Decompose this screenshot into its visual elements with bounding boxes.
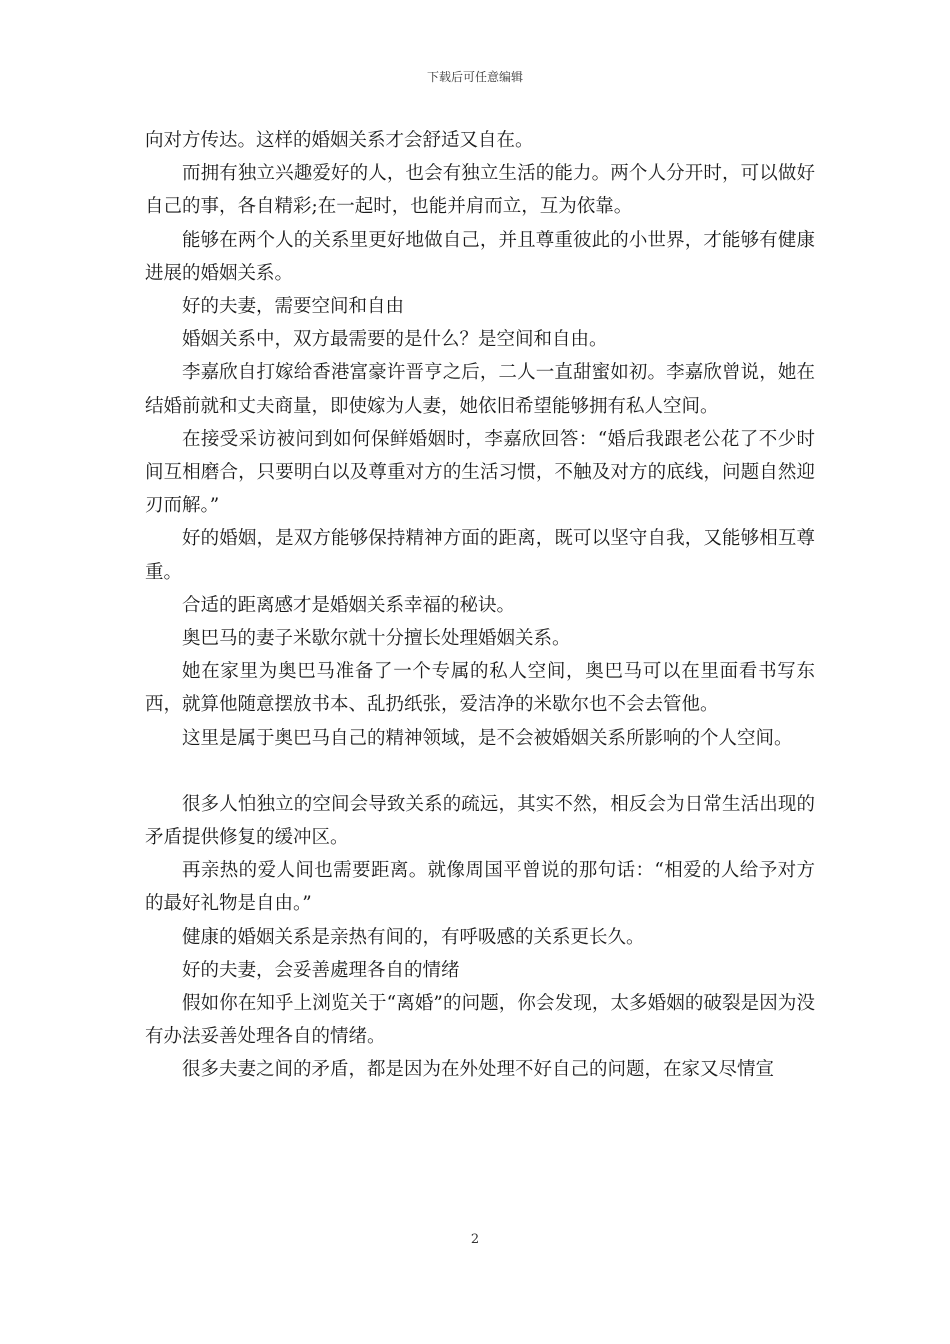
- paragraph: 这里是属于奥巴马自己的精神领域，是不会被婚姻关系所影响的个人空间。: [182, 727, 793, 749]
- paragraph: 她在家里为奥巴马准备了一个专属的私人空间，奥巴马可以在里面看书写东西，就算他随意摆放书本、乱扔纸张，爱洁净的米歇尔也不会去管他。: [145, 661, 815, 716]
- page-number: 2: [470, 1232, 480, 1247]
- paragraph: 好的婚姻，是双方能够保持精神方面的距离，既可以坚守自我，又能够相互尊重。: [145, 528, 815, 583]
- section-heading: 好的夫妻，会妥善處理各自的情绪: [182, 959, 460, 981]
- paragraph: 健康的婚姻关系是亲热有间的，有呼吸感的关系更长久。: [182, 926, 645, 948]
- paragraph: 婚姻关系中，双方最需要的是什么？是空间和自由。: [182, 329, 608, 351]
- paragraph: 再亲热的爱人间也需要距离。就像周国平曾说的那句话：“相爱的人给予对方的最好礼物是自由。”: [145, 860, 815, 915]
- paragraph: 向对方传达。这样的婚姻关系才会舒适又自在。: [145, 130, 534, 151]
- paragraph: 能够在两个人的关系里更好地做自己，并且尊重彼此的小世界，才能够有健康进展的婚姻关系。: [145, 229, 815, 284]
- paragraph: 很多人怕独立的空间会导致关系的疏远，其实不然，相反会为日常生活出现的矛盾提供修复的缓冲区。: [145, 793, 815, 849]
- paragraph: 合适的距离感才是婚姻关系幸福的秘诀。: [182, 594, 516, 616]
- section-heading: 好的夫妻，需要空间和自由: [182, 296, 405, 318]
- paragraph: 在接受采访被问到如何保鲜婚姻时，李嘉欣回答：“婚后我跟老公花了不少时间互相磨合，只要明白以及尊重对方的生活习惯，不触及对方的底线，问题自然迎刃而解。”: [145, 428, 815, 517]
- paragraph: 很多夫妻之间的矛盾，都是因为在外处理不好自己的问题，在家又尽情宣: [182, 1059, 775, 1081]
- paragraph: 假如你在知乎上浏览关于“离婚”的问题，你会发现，太多婚姻的破裂是因为没有办法妥善处理各自的情绪。: [145, 993, 815, 1048]
- document-body: [145, 124, 815, 1087]
- page-header-note: 下载后可任意编辑: [426, 70, 523, 84]
- paragraph: 而拥有独立兴趣爱好的人，也会有独立生活的能力。两个人分开时，可以做好自己的事，各自精彩;在一起时，也能并肩而立，互为依靠。: [145, 163, 815, 218]
- blank-line: [145, 755, 815, 788]
- paragraph: 奥巴马的妻子米歇尔就十分擅长处理婚姻关系。: [182, 628, 571, 650]
- paragraph: 李嘉欣自打嫁给香港富豪许晋亨之后，二人一直甜蜜如初。李嘉欣曾说，她在结婚前就和丈夫商量，即使嫁为人妻，她依旧希望能够拥有私人空间。: [145, 362, 815, 417]
